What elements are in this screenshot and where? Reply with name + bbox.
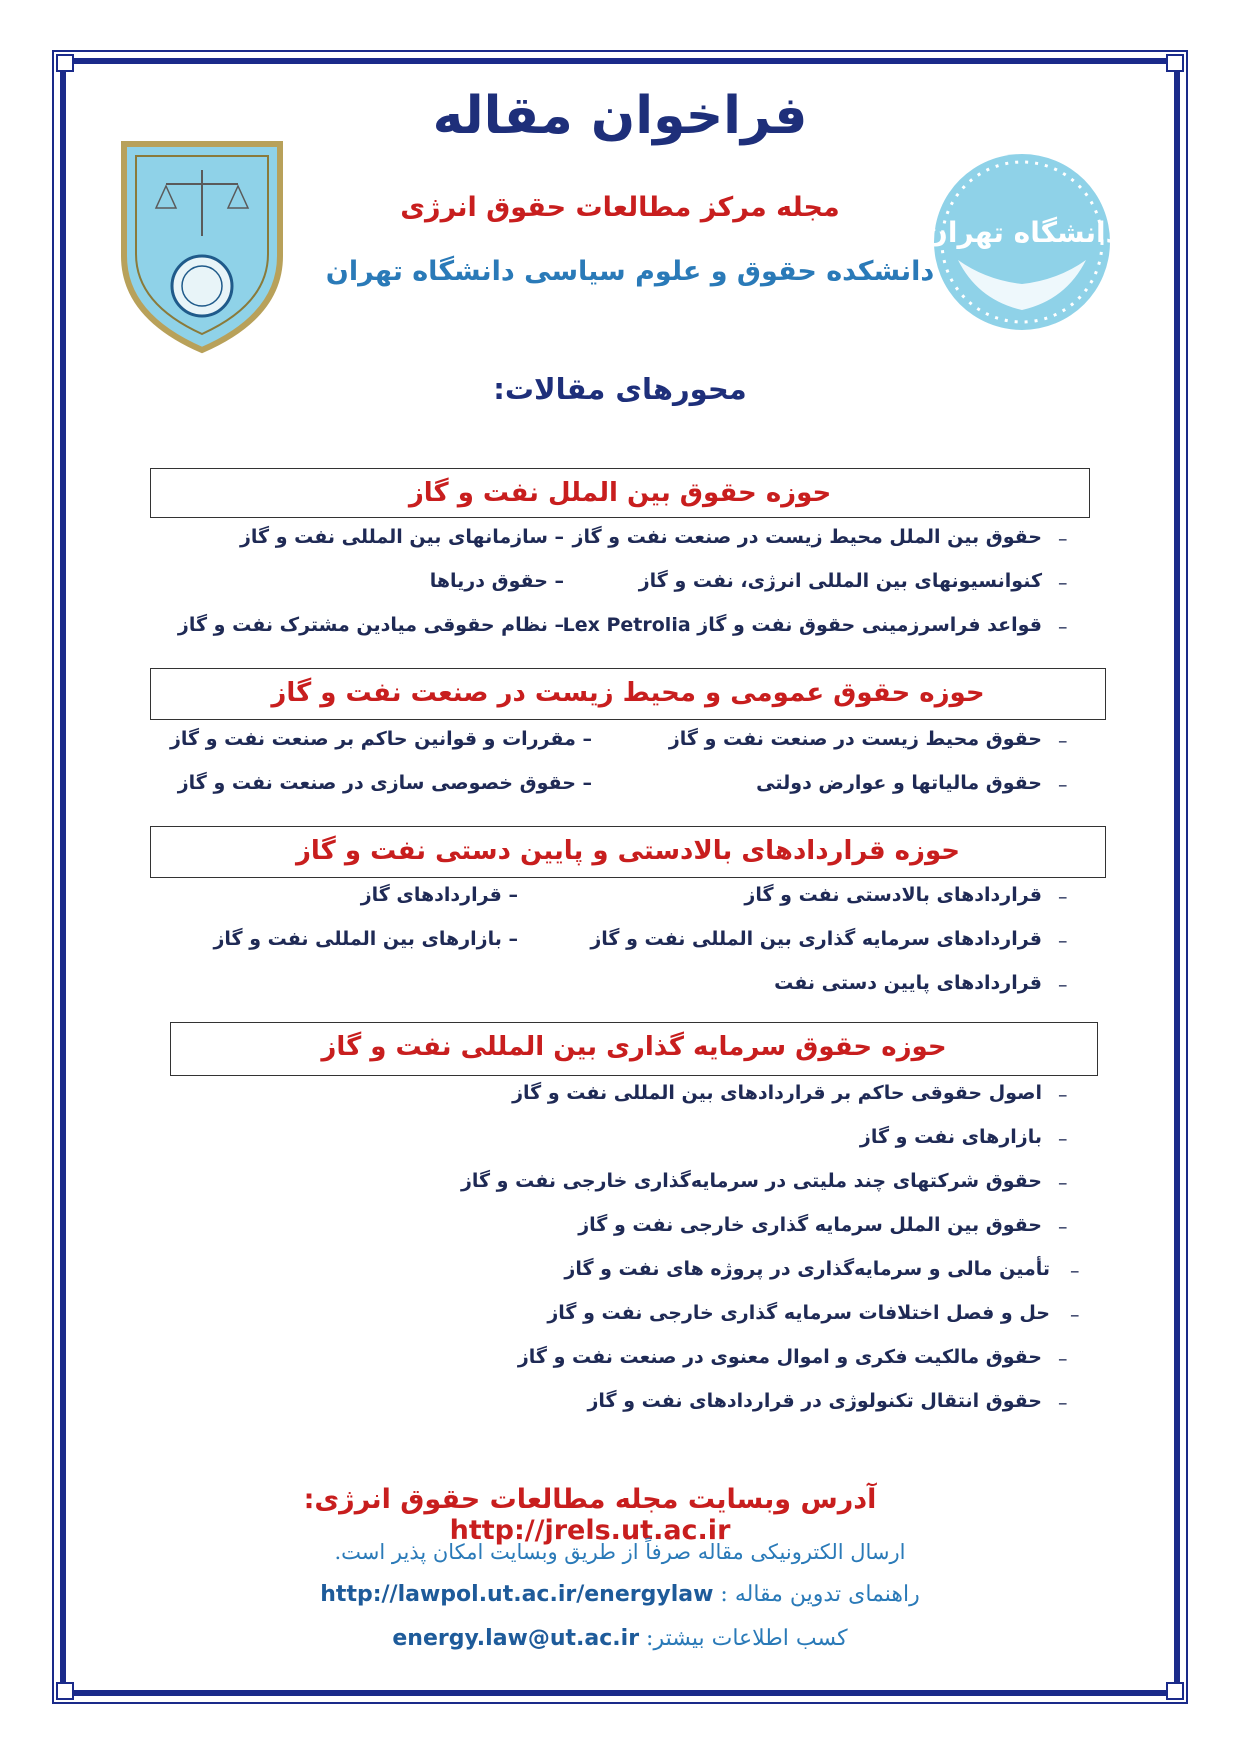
list-item: – نظام حقوقی میادین مشترک نفت و گاز <box>177 614 564 636</box>
section-title: حوزه حقوق عمومی و محیط زیست در صنعت نفت و گاز <box>271 678 985 708</box>
list-item: تأمین مالی و سرمایه‌گذاری در پروژه های نفت و گاز <box>564 1258 1050 1280</box>
guide-label: راهنمای تدوین مقاله : <box>720 1582 920 1607</box>
section-title: حوزه قراردادهای بالادستی و پایین دستی نفت و گاز <box>295 836 961 866</box>
axes-heading: محورهای مقالات: <box>493 372 747 406</box>
faculty-emblem-logo <box>116 136 288 356</box>
frame-corner <box>1166 1682 1184 1700</box>
bullet-dash: – <box>1058 1084 1068 1106</box>
list-item: قراردادهای بالادستی نفت و گاز <box>744 884 1042 906</box>
section-title: حوزه حقوق سرمایه گذاری بین المللی نفت و گاز <box>321 1032 947 1062</box>
list-item: حقوق مالکیت فکری و اموال معنوی در صنعت نفت و گاز <box>517 1346 1042 1368</box>
bullet-dash: – <box>1058 572 1068 594</box>
list-item: حقوق بین الملل سرمایه گذاری خارجی نفت و گاز <box>578 1214 1042 1236</box>
frame-corner <box>56 54 74 72</box>
bullet-dash: – <box>1058 774 1068 796</box>
seal-text: دانشگاه تهران <box>924 216 1120 249</box>
page-title: فراخوان مقاله <box>432 86 808 146</box>
list-item: حقوق محیط زیست در صنعت نفت و گاز <box>668 728 1042 750</box>
frame-corner <box>56 1682 74 1700</box>
bullet-dash: – <box>1070 1260 1080 1282</box>
list-item: قراردادهای سرمایه گذاری بین المللی نفت و گاز <box>590 928 1042 950</box>
bullet-dash: – <box>1070 1304 1080 1326</box>
list-item: – مقررات و قوانین حاکم بر صنعت نفت و گاز <box>169 728 592 750</box>
list-item: قواعد فراسرزمینی حقوق نفت و گاز Lex Petrolia <box>562 614 1042 636</box>
bullet-dash: – <box>1058 730 1068 752</box>
list-item: – سازمانهای بین المللی نفت و گاز <box>239 526 564 548</box>
submission-note: ارسال الکترونیکی مقاله صرفاً از طریق وبسایت امکان پذیر است. <box>334 1540 906 1564</box>
bullet-dash: – <box>1058 1128 1068 1150</box>
list-item: حقوق مالیاتها و عوارض دولتی <box>756 772 1042 794</box>
guide-line <box>0 1582 1240 1607</box>
list-item: حقوق بین الملل محیط زیست در صنعت نفت و گاز <box>572 526 1042 548</box>
section-title-box <box>150 826 1106 878</box>
bullet-dash: – <box>1058 1172 1068 1194</box>
list-item: کنوانسیونهای بین المللی انرژی، نفت و گاز <box>638 570 1042 592</box>
list-item: بازارهای نفت و گاز <box>859 1126 1042 1148</box>
university-of-tehran-seal-logo <box>918 150 1130 340</box>
frame-corner <box>1166 54 1184 72</box>
section-title-box <box>150 668 1106 720</box>
faculty-name: دانشکده حقوق و علوم سیاسی دانشگاه تهران <box>325 256 935 287</box>
website-link[interactable]: http://jrels.ut.ac.ir <box>449 1515 731 1546</box>
info-line <box>0 1626 1240 1651</box>
section-title-box <box>150 468 1090 518</box>
website-label: آدرس وبسایت مجله مطالعات حقوق انرژی: <box>303 1484 877 1515</box>
list-item: قراردادهای پایین دستی نفت <box>774 972 1042 994</box>
bullet-dash: – <box>1058 930 1068 952</box>
bullet-dash: – <box>1058 616 1068 638</box>
journal-name: مجله مرکز مطالعات حقوق انرژی <box>400 192 840 223</box>
guide-link[interactable]: http://lawpol.ut.ac.ir/energylaw <box>320 1582 714 1607</box>
list-item: – قراردادهای گاز <box>360 884 518 906</box>
list-item: – حقوق خصوصی سازی در صنعت نفت و گاز <box>177 772 592 794</box>
bullet-dash: – <box>1058 1216 1068 1238</box>
website-line <box>200 1484 980 1546</box>
bullet-dash: – <box>1058 886 1068 908</box>
bullet-dash: – <box>1058 528 1068 550</box>
list-item: حقوق انتقال تکنولوژی در قراردادهای نفت و گاز <box>587 1390 1042 1412</box>
list-item: – بازارهای بین المللی نفت و گاز <box>213 928 518 950</box>
list-item: حقوق شرکتهای چند ملیتی در سرمایه‌گذاری خارجی نفت و گاز <box>460 1170 1042 1192</box>
list-item: – حقوق دریاها <box>429 570 564 592</box>
list-item: اصول حقوقی حاکم بر قراردادهای بین المللی نفت و گاز <box>512 1082 1042 1104</box>
bullet-dash: – <box>1058 1348 1068 1370</box>
list-item: حل و فصل اختلافات سرمایه گذاری خارجی نفت و گاز <box>547 1302 1050 1324</box>
email-link[interactable]: energy.law@ut.ac.ir <box>392 1626 640 1651</box>
section-title: حوزه حقوق بین الملل نفت و گاز <box>408 478 832 508</box>
bullet-dash: – <box>1058 1392 1068 1414</box>
info-label: کسب اطلاعات بیشتر: <box>646 1626 848 1651</box>
bullet-dash: – <box>1058 974 1068 996</box>
section-title-box <box>170 1022 1098 1076</box>
